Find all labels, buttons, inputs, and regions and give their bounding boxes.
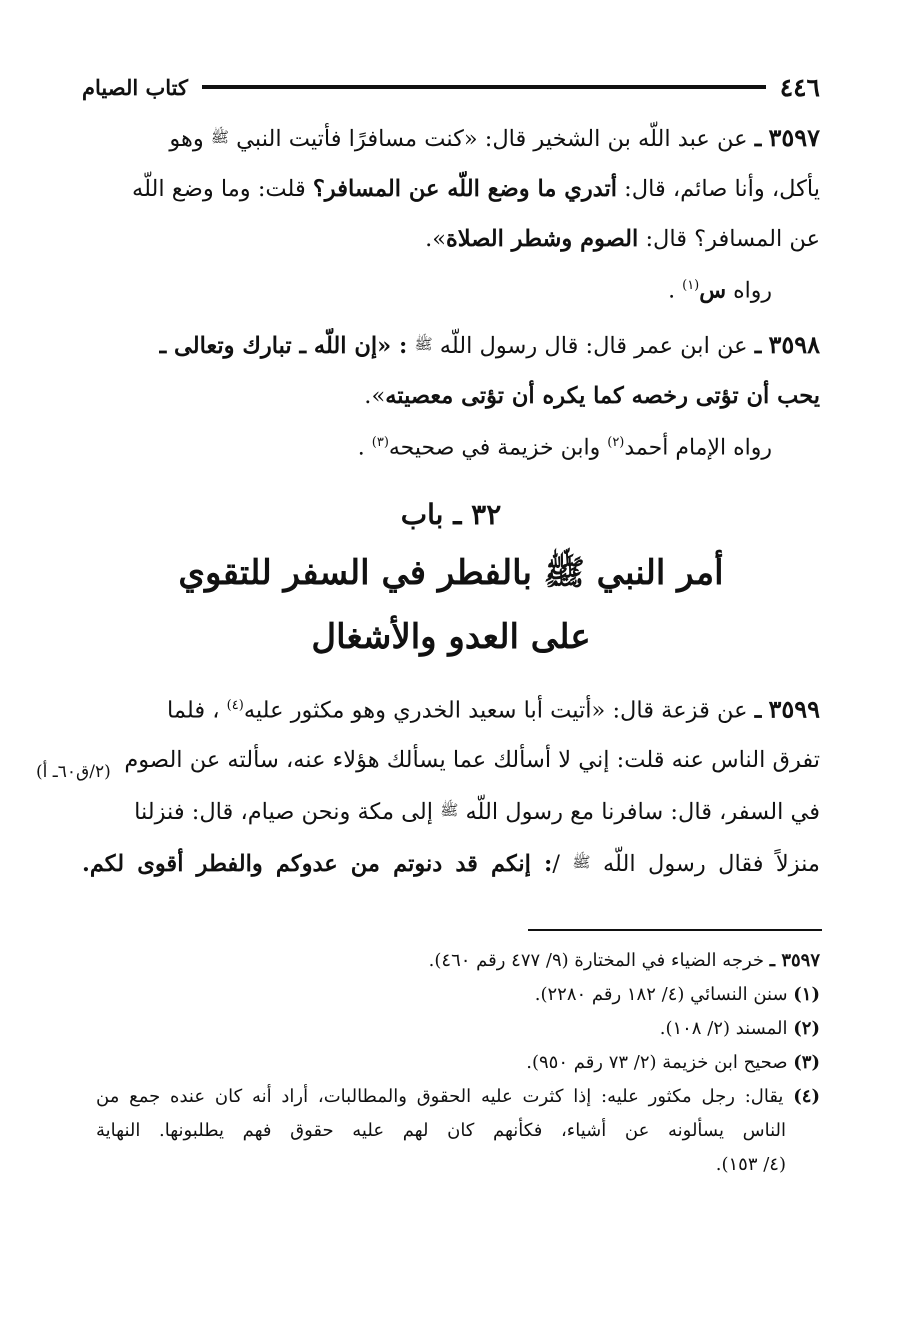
- footnote-rule: [528, 929, 822, 931]
- footnote-text: خرجه الضياء في المختارة (٩/ ٤٧٧ رقم ٤٦٠).: [428, 950, 765, 971]
- manuscript-margin-note: (٢/ق٦٠ـ أ): [36, 762, 111, 782]
- footnote-label: (١): [793, 984, 820, 1005]
- salla-glyph: ﷺ: [572, 853, 591, 872]
- hadith-text: يأكل، وأنا صائم، قال:: [624, 176, 820, 202]
- hadith-line: [82, 319, 820, 371]
- hadith-text-bold: : إنكم قد دنوتم من عدوكم والفطر أقوى لكم.: [82, 851, 553, 878]
- footnote: [96, 944, 820, 978]
- narration: [82, 421, 820, 470]
- hadith-3598: [82, 319, 820, 470]
- narration-text: .: [357, 435, 365, 461]
- salla-glyph: ﷺ: [440, 801, 459, 820]
- footnote: [96, 978, 820, 1012]
- hadith-text-bold: : «إن اللّه ـ تبارك وتعالى ـ: [159, 333, 408, 360]
- hadith-line: [82, 164, 820, 214]
- narration-text: رواه: [733, 278, 772, 304]
- hadith-line: [82, 112, 820, 164]
- narrator-code: س: [699, 277, 727, 304]
- salla-glyph: ﷺ: [414, 335, 433, 354]
- hadith-line: [82, 837, 820, 889]
- footnote-ref: (١): [682, 278, 700, 293]
- hadith-text: عن ابن عمر قال: قال رسول اللّه: [439, 333, 748, 360]
- book-title: كتاب الصيام: [82, 74, 188, 100]
- hadith-3599: [82, 681, 820, 890]
- hadith-number: ٣٥٩٨: [768, 330, 820, 360]
- footnote: [96, 1012, 820, 1046]
- footnote-continuation: [96, 1148, 820, 1182]
- hadith-text: عن قزعة قال: «أتيت أبا سعيد الخدري وهو مكثور عليه: [243, 697, 748, 724]
- hadith-line: [82, 371, 820, 421]
- narration-text: .: [668, 278, 676, 304]
- footnote-continuation: [96, 1114, 820, 1148]
- hadith-text: تفرق الناس عنه قلت: إني لا أسألك عما يسألك هؤلاء عنه، سألته عن الصوم: [124, 747, 820, 774]
- footnote-text: صحيح ابن خزيمة (٢/ ٧٣ رقم ٩٥٠).: [526, 1052, 788, 1073]
- hadith-line: [82, 785, 820, 837]
- salla-glyph: ﷺ: [210, 128, 230, 146]
- narration: [82, 264, 820, 313]
- page-body: [82, 112, 820, 889]
- footnote-ref: (٢): [607, 435, 625, 451]
- running-header: [82, 70, 820, 104]
- header-rule: [202, 85, 766, 89]
- hadith-text: عن عبد اللّه بن الشخير قال: «كنت مسافرًا فأتيت النبي: [236, 126, 748, 152]
- footnote: [96, 1080, 820, 1114]
- narration-text: رواه الإمام أحمد: [624, 435, 772, 461]
- footnote-label: (٤): [793, 1086, 820, 1107]
- hadith-3597: [82, 112, 820, 313]
- footnote-ref: (٣): [371, 435, 389, 451]
- hadith-text: في السفر، قال: سافرنا مع رسول اللّه: [465, 799, 820, 826]
- footnote-text: (٤/ ١٥٣).: [715, 1154, 786, 1175]
- footnote-label: ٣٥٩٧ ـ: [769, 950, 820, 971]
- hadith-line: [82, 681, 820, 736]
- narration-text: وابن خزيمة في صحيحه: [388, 435, 601, 461]
- hadith-text: ، فلما: [167, 697, 220, 724]
- footnote-text: الناس يسألونه عن أشياء، فكأنهم كان لهم عليه حقوق فهم يطلبونها. النهاية: [96, 1120, 786, 1141]
- page-number: ٤٤٦: [779, 72, 820, 102]
- chapter-title-line: أمر النبي ﷺ بالفطر في السفر للتقوي: [178, 552, 724, 593]
- hadith-text: ».: [425, 226, 447, 252]
- hadith-text-bold: يحب أن تؤتى رخصه كما يكره أن تؤتى معصيته: [385, 383, 820, 410]
- footnote: [96, 1046, 820, 1080]
- hadith-text-bold: الصوم وشطر الصلاة: [446, 226, 639, 252]
- manuscript-marker: /: [552, 851, 560, 878]
- dash: ـ: [754, 697, 762, 724]
- footnote-text: المسند (٢/ ١٠٨).: [659, 1018, 788, 1039]
- dash: ـ: [754, 333, 762, 360]
- hadith-text: منزلاً فقال رسول اللّه: [602, 851, 820, 878]
- hadith-text-bold: أتدري ما وضع اللّه عن المسافر؟: [312, 176, 618, 202]
- hadith-line: [82, 214, 820, 264]
- hadith-line: [82, 735, 820, 785]
- hadith-text: عن المسافر؟ قال:: [645, 226, 820, 252]
- dash: ـ: [754, 126, 762, 152]
- hadith-text: قلت: وما وضع اللّه: [132, 176, 306, 202]
- hadith-number: ٣٥٩٩: [768, 694, 820, 724]
- chapter-title-line: على العدو والأشغال: [311, 616, 591, 657]
- hadith-text: وهو: [169, 126, 204, 152]
- footnotes: [96, 944, 820, 1182]
- hadith-text: ».: [364, 383, 386, 410]
- hadith-text: إلى مكة ونحن صيام، قال: فنزلنا: [134, 799, 434, 826]
- footnote-text: يقال: رجل مكثور عليه: إذا كثرت عليه الحقوق والمطالبات، أراد أنه كان عنده جمع من: [96, 1086, 784, 1107]
- footnote-label: (٣): [793, 1052, 820, 1073]
- chapter-heading: [82, 489, 820, 669]
- footnote-text: سنن النسائي (٤/ ١٨٢ رقم ٢٢٨٠).: [534, 984, 788, 1005]
- hadith-number: ٣٥٩٧: [768, 123, 820, 152]
- footnote-label: (٢): [793, 1018, 820, 1039]
- footnote-ref: (٤): [226, 697, 244, 713]
- chapter-number: ٣٢ ـ باب: [400, 497, 502, 531]
